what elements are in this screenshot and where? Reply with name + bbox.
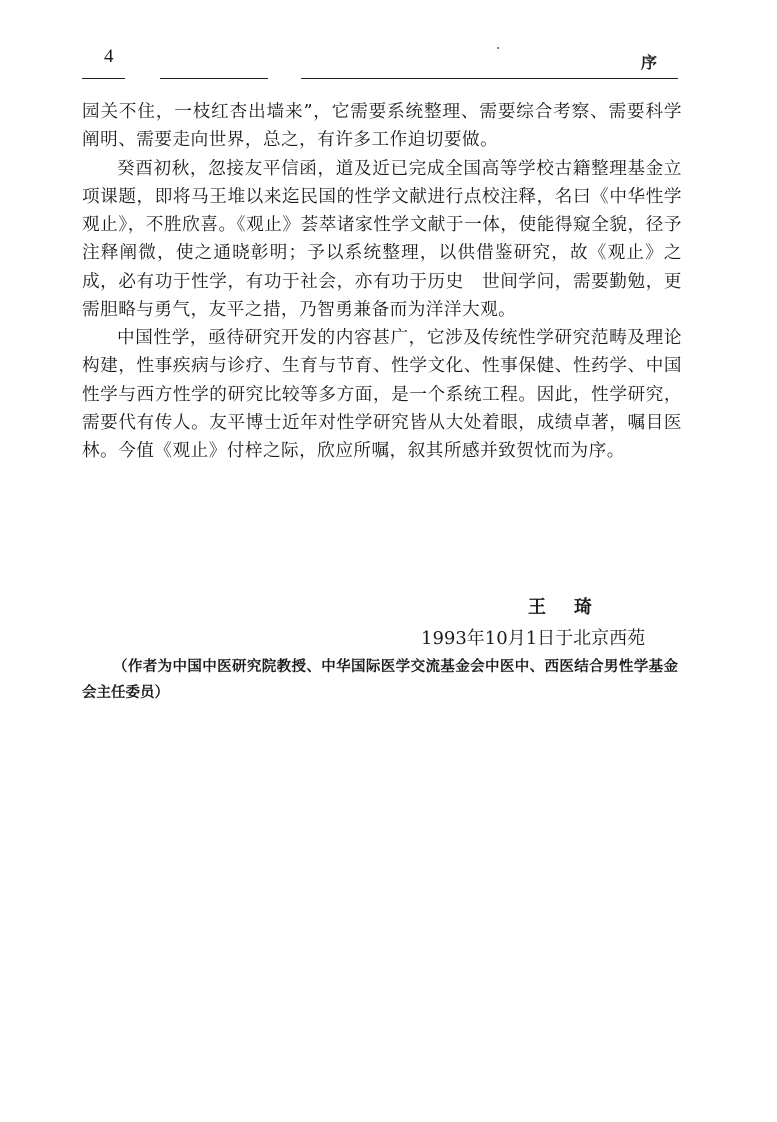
header-rule-1 <box>82 78 125 79</box>
paragraph-continuation: 园关不住，一枝红杏出墙来”，它需要系统整理、需要综合考察、需要科学阐明、需要走向世界，总之，有许多工作迫切要做。 <box>82 102 682 151</box>
section-title: 序 <box>641 53 658 72</box>
preface-body <box>82 98 682 465</box>
paragraph: 中国性学，亟待研究开发的内容甚广，它涉及传统性学研究范畴及理论构建，性事疾病与诊疗、生育与节育、性学文化、性事保健、性药学、中国性学与西方性学的研究比较等多方面，是一个系统工程。因此，性学研究，需要代有传人。友平博士近年对性学研究皆从大处着眼，成绩卓著，嘱目医林。今值《观止》付梓之际，欣应所嘱，叙其所感并致贺忱而为序。 <box>82 328 682 461</box>
signature-date: 1993年10月1日于北京西苑 <box>421 628 646 649</box>
author-note: （作者为中国中医研究院教授、中华国际医学交流基金会中医中、西医结合男性学基金会主任委员） <box>82 659 678 701</box>
signature-name: 王琦 <box>528 597 620 618</box>
header-rule-2 <box>160 78 268 79</box>
paragraph: 癸酉初秋，忽接友平信函，道及近已完成全国高等学校古籍整理基金立项课题，即将马王堆以来迄民国的性学文献进行点校注释，名曰《中华性学观止》，不胜欣喜。《观止》荟萃诸家性学文献于一体，使能得窥全貌，径予注释阐微，使之通晓彰明；予以系统整理，以供借鉴研究，故《观止》之成，必有功于性学，有功于社会，亦有功于历史 世间学问，需要勤勉，更需胆略与勇气，友平之措，乃智勇兼备而为洋洋大观。 <box>82 158 682 320</box>
header-rule-3 <box>301 78 678 79</box>
page-number: 4 <box>104 46 114 67</box>
print-speck <box>497 47 499 49</box>
